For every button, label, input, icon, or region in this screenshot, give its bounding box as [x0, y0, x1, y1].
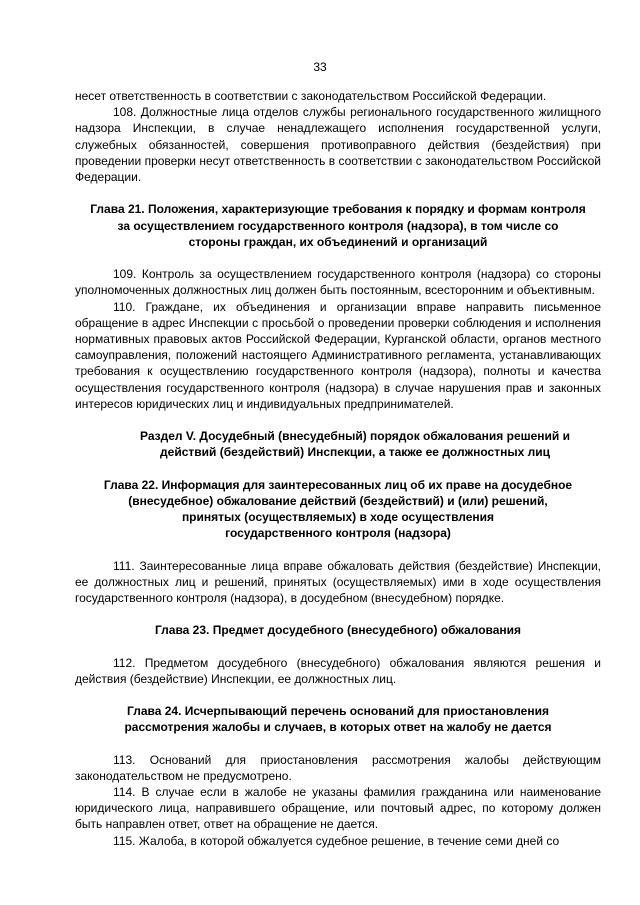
heading-line: за осуществлением государственного контроля (надзора), в том числе со: [117, 218, 559, 233]
paragraph-114: 114. В случае если в жалобе не указаны фамилия гражданина или наименование юридического лица, направившего обращение, или почтовый адрес, по которому должен быть направлен ответ, ответ на обращение не дается.: [75, 785, 601, 832]
page-body: [75, 88, 601, 849]
heading-line: Глава 21. Положения, характеризующие требования к порядку и формам контроля: [90, 202, 586, 217]
heading-line: государственного контроля (надзора): [225, 526, 451, 541]
heading-line: действий (бездействий) Инспекции, а также ее должностных лиц: [160, 445, 550, 460]
heading-line: Глава 22. Информация для заинтересованных лиц об их праве на досудебное: [103, 477, 573, 492]
paragraph-115: 115. Жалоба, в которой обжалуется судебное решение, в течение семи дней со: [113, 833, 560, 848]
chapter-21-heading: [75, 201, 601, 250]
page-number: 33: [313, 60, 327, 74]
paragraph-111: 111. Заинтересованные лица вправе обжаловать действия (бездействие) Инспекции, ее должностных лиц и решений, принятых (осуществляемых) ими в ходе осуществления государственного контроля (надзора), в досудебном (внесудебном) порядке.: [75, 558, 601, 606]
heading-line: принятых (осуществляемых) в ходе осуществления: [181, 510, 495, 525]
heading-line: рассмотрения жалобы и случаев, в которых ответ на жалобу не дается: [124, 720, 552, 735]
chapter-22-heading: [75, 477, 601, 542]
heading-line: стороны граждан, их объединений и организаций: [188, 234, 488, 249]
paragraph: несет ответственность в соответствии с законодательством Российской Федерации.: [75, 89, 547, 103]
paragraph-108: 108. Должностные лица отделов службы регионального государственного жилищного надзора Инспекции, в случае ненадлежащего исполнения государственной услуги, служебных обязанностей, совершения противоправного действия (бездействия) при проведении проверки несут ответственность в соответствии с законодательством Российской Федерации.: [75, 105, 601, 185]
paragraph-110: 110. Граждане, их объединения и организации вправе направить письменное обращение в адрес Инспекции с просьбой о проведении проверки соблюдения и исполнения нормативных правовых актов Российской Федерации, Курганской области, органов местного самоуправления, положений настоящего Административного регламента, устанавливающих требования к осуществлению государственного контроля (надзора), полноты и качества осуществления государственного контроля (надзора) в случае нарушения прав и законных интересов юридических лиц и индивидуальных предпринимателей.: [75, 299, 601, 411]
heading-line: Глава 24. Исчерпывающий перечень оснований для приостановления: [127, 704, 549, 719]
paragraph-113: 113. Оснований для приостановления рассмотрения жалобы действующим законодательством не предусмотрено.: [75, 752, 601, 783]
heading-line: Глава 23. Предмет досудебного (внесудебного) обжалования: [154, 623, 522, 638]
heading-line: (внесудебное) обжалование действий (бездействий) и (или) решений,: [128, 493, 548, 508]
paragraph-109: 109. Контроль за осуществлением государственного контроля (надзора) со стороны уполномоченных должностных лиц должен быть постоянным, всесторонним и объективным.: [75, 267, 601, 298]
chapter-24-heading: [75, 703, 601, 736]
chapter-23-heading: [75, 622, 601, 638]
paragraph-112: 112. Предметом досудебного (внесудебного) обжалования являются решения и действия (бездействие) Инспекции, ее должностных лиц.: [75, 655, 601, 686]
section-v-heading: [75, 428, 601, 461]
heading-line: Раздел V. Досудебный (внесудебный) порядок обжалования решений и: [139, 428, 571, 443]
